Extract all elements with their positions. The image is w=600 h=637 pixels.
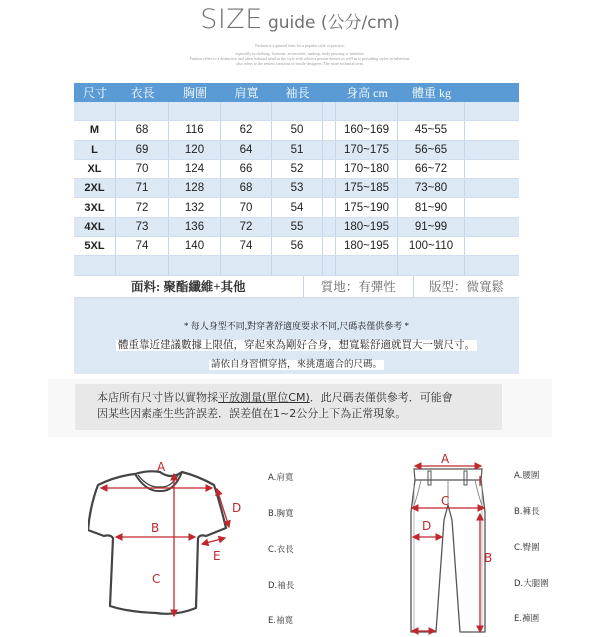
cell-spacer: [323, 179, 336, 197]
cell-empty: [465, 179, 519, 197]
note-2: [74, 337, 519, 352]
title-sub: guide (公分/cm): [267, 13, 400, 33]
cell-spacer: [323, 121, 336, 139]
note-1: * 每人身型不同,對穿著舒適度要求不同,尺碼表僅供參考 *: [183, 320, 409, 331]
cell-sleeve: 50: [272, 121, 323, 139]
cell-length: 68: [116, 121, 169, 139]
spacer-cell: [272, 102, 323, 120]
cell-length: 72: [116, 198, 169, 216]
marker-c: C: [441, 494, 450, 508]
cell-sleeve: 51: [272, 141, 323, 159]
spacer-cell: [336, 256, 398, 274]
cell-empty: [465, 198, 519, 216]
cell-sleeve: 52: [272, 160, 323, 178]
pants-legend-c: C.臀圍: [514, 543, 540, 553]
pants-diagram: [400, 450, 495, 637]
cell-weight: 100~110: [398, 237, 465, 255]
cell-height: 175~190: [336, 198, 398, 216]
spacer-cell: [398, 256, 465, 274]
marker-a: A: [157, 460, 166, 474]
note-3: [74, 356, 519, 370]
marker-b: B: [484, 551, 493, 565]
note-2-text: 體重靠近建議數據上限值，穿起來為剛好合身，想寬鬆舒適就買大一號尺寸。: [118, 339, 475, 351]
cell-chest: 120: [169, 141, 221, 159]
cell-shoulder: 70: [221, 198, 272, 216]
header-length: 衣長: [130, 86, 155, 100]
fit-notes: [74, 298, 519, 374]
cell-empty: [465, 160, 519, 178]
disclaimer-line-2: 因某些因素產生些許誤差．誤差值在1~2公分上下為正常現象。: [97, 407, 407, 420]
tshirt-diagram: [88, 458, 263, 633]
table-row: [74, 160, 519, 179]
cell-size: 4XL: [74, 218, 116, 236]
cell-shoulder: 64: [221, 141, 272, 159]
cell-shoulder: 74: [221, 237, 272, 255]
header-empty: [465, 83, 519, 102]
table-spacer-row: [74, 256, 519, 275]
table-row: [74, 121, 519, 140]
header-chest: 胸圍: [182, 86, 207, 100]
cell-sleeve: 56: [272, 237, 323, 255]
table-spacer-row: [74, 102, 519, 121]
cell-spacer: [323, 198, 336, 216]
header-shoulder: 肩寬: [234, 86, 259, 100]
shirt-legend-a: A.肩寬: [268, 473, 294, 483]
disclaimer-panel: [48, 379, 552, 437]
size-table: [74, 83, 519, 374]
spacer-cell: [221, 256, 272, 274]
cell-height: 175~185: [336, 179, 398, 197]
note-3-text: 請依自身習慣穿搭，來挑選適合的尺碼。: [210, 359, 382, 370]
texture-text: 質地：有彈性: [304, 276, 414, 297]
tagline-line-2: especially in clothing, footwear, accessories, makeup, body piercing or furniture.: [235, 51, 365, 56]
disclaimer-prefix: 本店所有尺寸皆以實物採: [97, 391, 218, 404]
cell-spacer: [323, 218, 336, 236]
spacer-cell: [323, 102, 336, 120]
cell-chest: 128: [169, 179, 221, 197]
cell-length: 70: [116, 160, 169, 178]
cell-size: L: [74, 141, 116, 159]
header-weight: 體重 kg: [411, 86, 451, 100]
cell-chest: 116: [169, 121, 221, 139]
cell-empty: [465, 141, 519, 159]
shirt-legend-e: E.袖寬: [268, 616, 294, 626]
title-main: SIZE: [200, 4, 263, 35]
cell-weight: 73~80: [398, 179, 465, 197]
cell-weight: 56~65: [398, 141, 465, 159]
cell-spacer: [323, 141, 336, 159]
arrow-e: [202, 538, 225, 544]
cell-length: 69: [116, 141, 169, 159]
cell-size: 2XL: [74, 179, 116, 197]
spacer-cell: [169, 256, 221, 274]
cell-empty: [465, 121, 519, 139]
spacer-cell: [169, 102, 221, 120]
tagline: [0, 43, 600, 66]
marker-a: A: [441, 452, 450, 466]
pants-waistband: [414, 469, 482, 480]
header-spacer: [323, 83, 336, 102]
cell-chest: 132: [169, 198, 221, 216]
shirt-legend-d: D.袖長: [268, 581, 295, 591]
spacer-cell: [74, 256, 116, 274]
cell-chest: 124: [169, 160, 221, 178]
header-height: 身高 cm: [346, 86, 388, 100]
tagline-line-1: Fashion is a general term for a popular style or practice,: [255, 43, 345, 48]
cell-height: 180~195: [336, 218, 398, 236]
table-header: [74, 83, 519, 102]
cell-height: 160~169: [336, 121, 398, 139]
spacer-cell: [272, 256, 323, 274]
shirt-legend-b: B.胸寬: [268, 509, 294, 519]
page-title: [0, 4, 600, 35]
disclaimer-underlined: 平放測量(單位CM): [218, 391, 310, 404]
marker-c: C: [152, 572, 161, 586]
cell-sleeve: 53: [272, 179, 323, 197]
arrow-d: [217, 489, 229, 527]
cell-empty: [465, 218, 519, 236]
spacer-cell: [116, 256, 169, 274]
marker-b: B: [151, 521, 160, 535]
cell-empty: [465, 237, 519, 255]
marker-d: D: [232, 501, 242, 515]
pants-legend-d: D.大腿圍: [514, 579, 549, 589]
cell-chest: 140: [169, 237, 221, 255]
cell-weight: 91~99: [398, 218, 465, 236]
table-row: [74, 218, 519, 237]
spacer-cell: [336, 102, 398, 120]
table-row: [74, 198, 519, 217]
cell-weight: 81~90: [398, 198, 465, 216]
spacer-cell: [398, 102, 465, 120]
marker-d: D: [422, 519, 432, 533]
marker-e: E: [213, 549, 221, 563]
cell-spacer: [323, 160, 336, 178]
cell-length: 71: [116, 179, 169, 197]
cell-size: XL: [74, 160, 116, 178]
cell-weight: 66~72: [398, 160, 465, 178]
cell-length: 74: [116, 237, 169, 255]
shirt-legend-c: C.衣長: [268, 545, 294, 555]
table-row: [74, 237, 519, 256]
cell-shoulder: 68: [221, 179, 272, 197]
cell-shoulder: 66: [221, 160, 272, 178]
spacer-cell: [74, 102, 116, 120]
cell-sleeve: 54: [272, 198, 323, 216]
pants-legend-a: A.腰圍: [514, 471, 540, 481]
pants-legend-e: E.褲圍: [514, 614, 540, 624]
cell-shoulder: 62: [221, 121, 272, 139]
disclaimer-suffix: ．此尺碼表僅供參考．可能會: [309, 391, 453, 404]
fit-text: 版型：微寬鬆: [428, 280, 504, 295]
header-sleeve: 袖長: [285, 86, 310, 100]
pants-legend-b: B.褲長: [514, 507, 540, 517]
cell-size: 5XL: [74, 237, 116, 255]
spacer-cell: [465, 102, 519, 120]
disclaimer-box: [75, 384, 502, 430]
tagline-line-3: Fashion refers to a distinctive and often habitual trend in the style with which a person dresses as well as to prevailing styles in behaviour.: [189, 56, 411, 61]
spacer-cell: [323, 256, 336, 274]
cell-shoulder: 72: [221, 218, 272, 236]
material-text: 面料: 聚酯纖維+其他: [74, 276, 304, 297]
cell-length: 73: [116, 218, 169, 236]
tagline-line-4: also refers to the newest creations of textile designers. The more technical term.: [236, 61, 364, 66]
cell-height: 180~195: [336, 237, 398, 255]
table-row: [74, 179, 519, 198]
disclaimer-line-1: [97, 390, 502, 406]
cell-weight: 45~55: [398, 121, 465, 139]
spacer-cell: [465, 256, 519, 274]
cell-sleeve: 55: [272, 218, 323, 236]
cell-size: 3XL: [74, 198, 116, 216]
cell-spacer: [323, 237, 336, 255]
header-size: 尺寸: [82, 86, 107, 100]
cell-height: 170~180: [336, 160, 398, 178]
cell-chest: 136: [169, 218, 221, 236]
spacer-cell: [116, 102, 169, 120]
cell-size: M: [74, 121, 116, 139]
table-row: [74, 141, 519, 160]
material-row: [74, 276, 519, 298]
cell-height: 170~175: [336, 141, 398, 159]
spacer-cell: [221, 102, 272, 120]
